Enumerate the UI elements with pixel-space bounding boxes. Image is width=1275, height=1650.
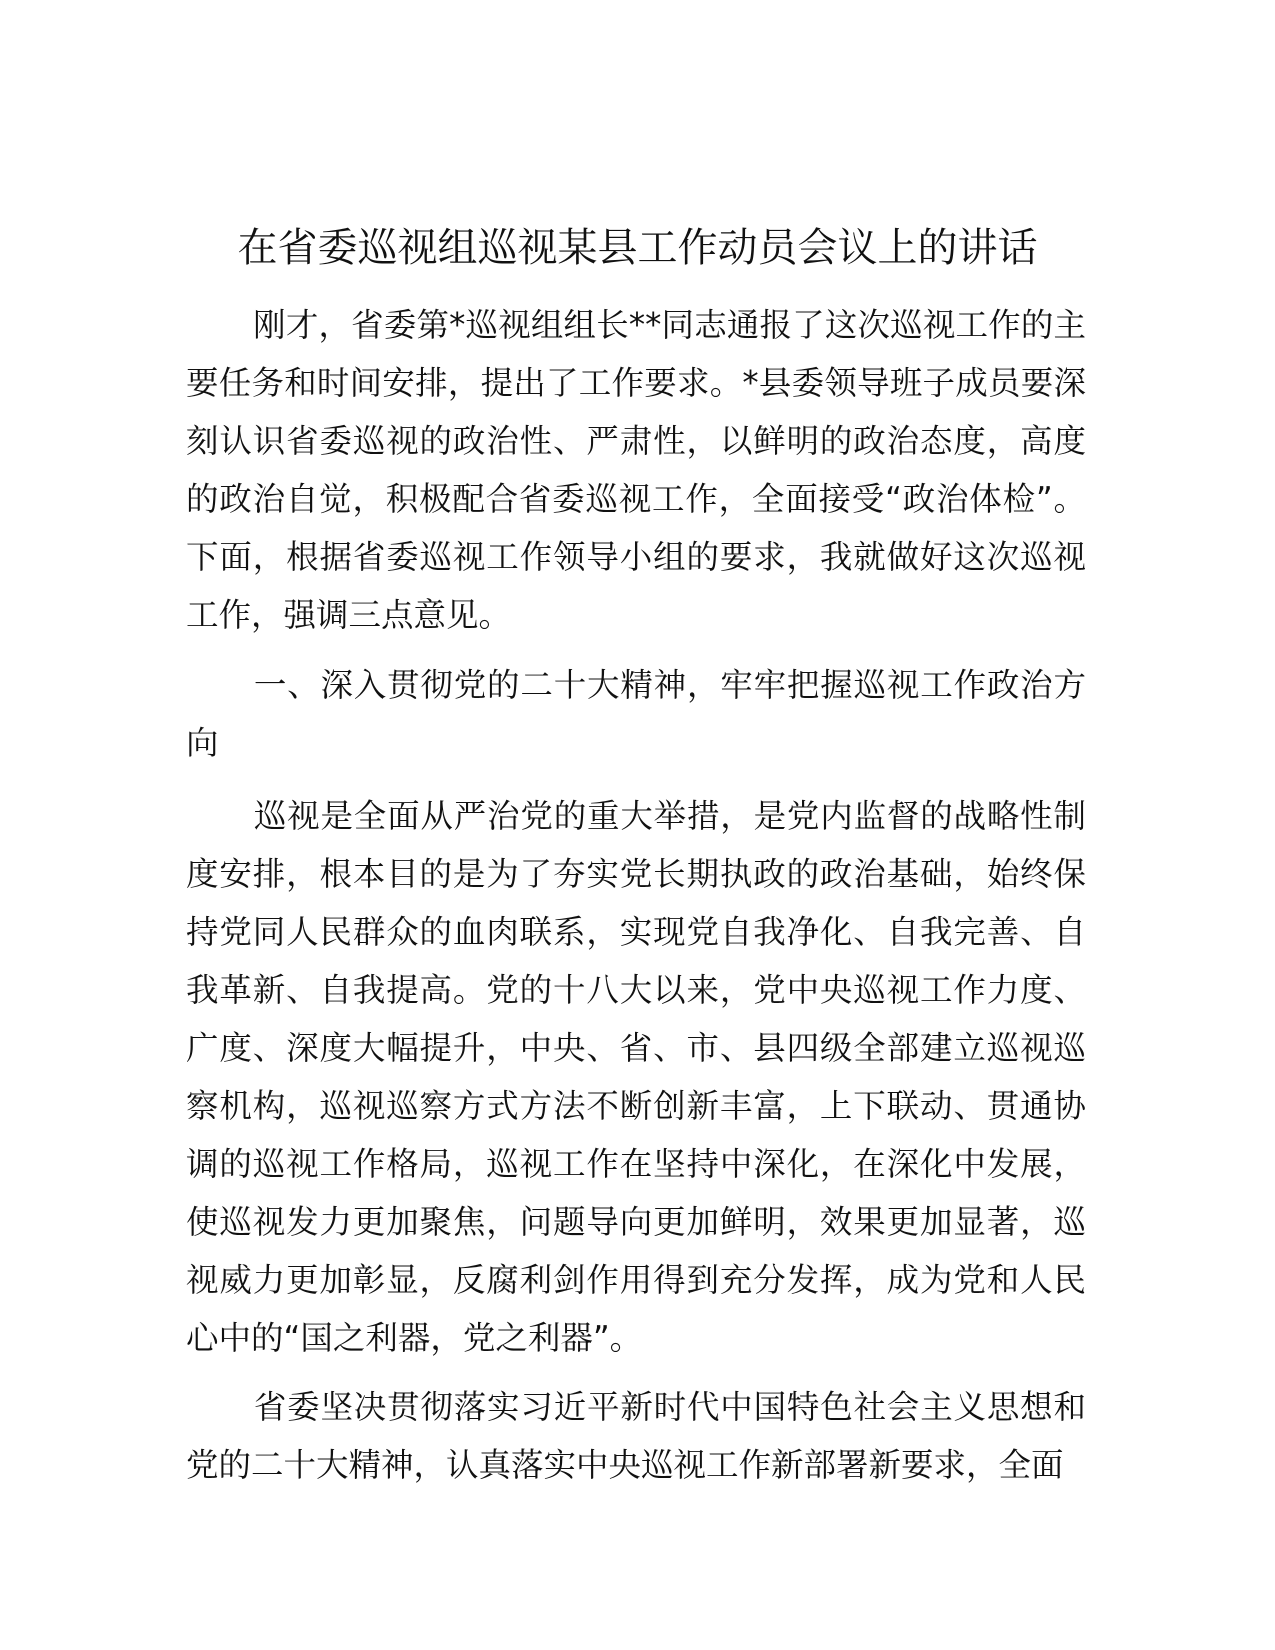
paragraph-text: 刚才，省委第*巡视组组长**同志通报了这次巡视工作的主要任务和时间安排，提出了工作要求。*县委领导班子成员要深刻认识省委巡视的政治性、严肃性，以鲜明的政治态度，高度的政治自觉，积极配合省委巡视工作，全面接受“政治体检”。下面，根据省委巡视工作领导小组的要求，我就做好这次巡视工作，强调三点意见。 (186, 306, 1086, 634)
document-title: 在省委巡视组巡视某县工作动员会议上的讲话 (237, 225, 1038, 271)
paragraph-provincial-committee (186, 1378, 1086, 1494)
section-heading-one (186, 656, 1086, 772)
paragraph-inspection-overview (186, 787, 1086, 1367)
paragraph-text: 巡视是全面从严治党的重大举措，是党内监督的战略性制度安排，根本目的是为了夯实党长期执政的政治基础，始终保持党同人民群众的血肉联系，实现党自我净化、自我完善、自我革新、自我提高。党的十八大以来，党中央巡视工作力度、广度、深度大幅提升，中央、省、市、县四级全部建立巡视巡察机构，巡视巡察方式方法不断创新丰富，上下联动、贯通协调的巡视工作格局，巡视工作在坚持中深化，在深化中发展，使巡视发力更加聚焦，问题导向更加鲜明，效果更加显著，巡视威力更加彰显，反腐利剑作用得到充分发挥，成为党和人民心中的“国之利器，党之利器”。 (186, 797, 1086, 1357)
paragraph-opening (186, 296, 1086, 644)
paragraph-text: 省委坚决贯彻落实习近平新时代中国特色社会主义思想和党的二十大精神，认真落实中央巡视工作新部署新要求，全面 (186, 1388, 1086, 1484)
section-heading-text: 一、深入贯彻党的二十大精神，牢牢把握巡视工作政治方向 (186, 666, 1086, 762)
